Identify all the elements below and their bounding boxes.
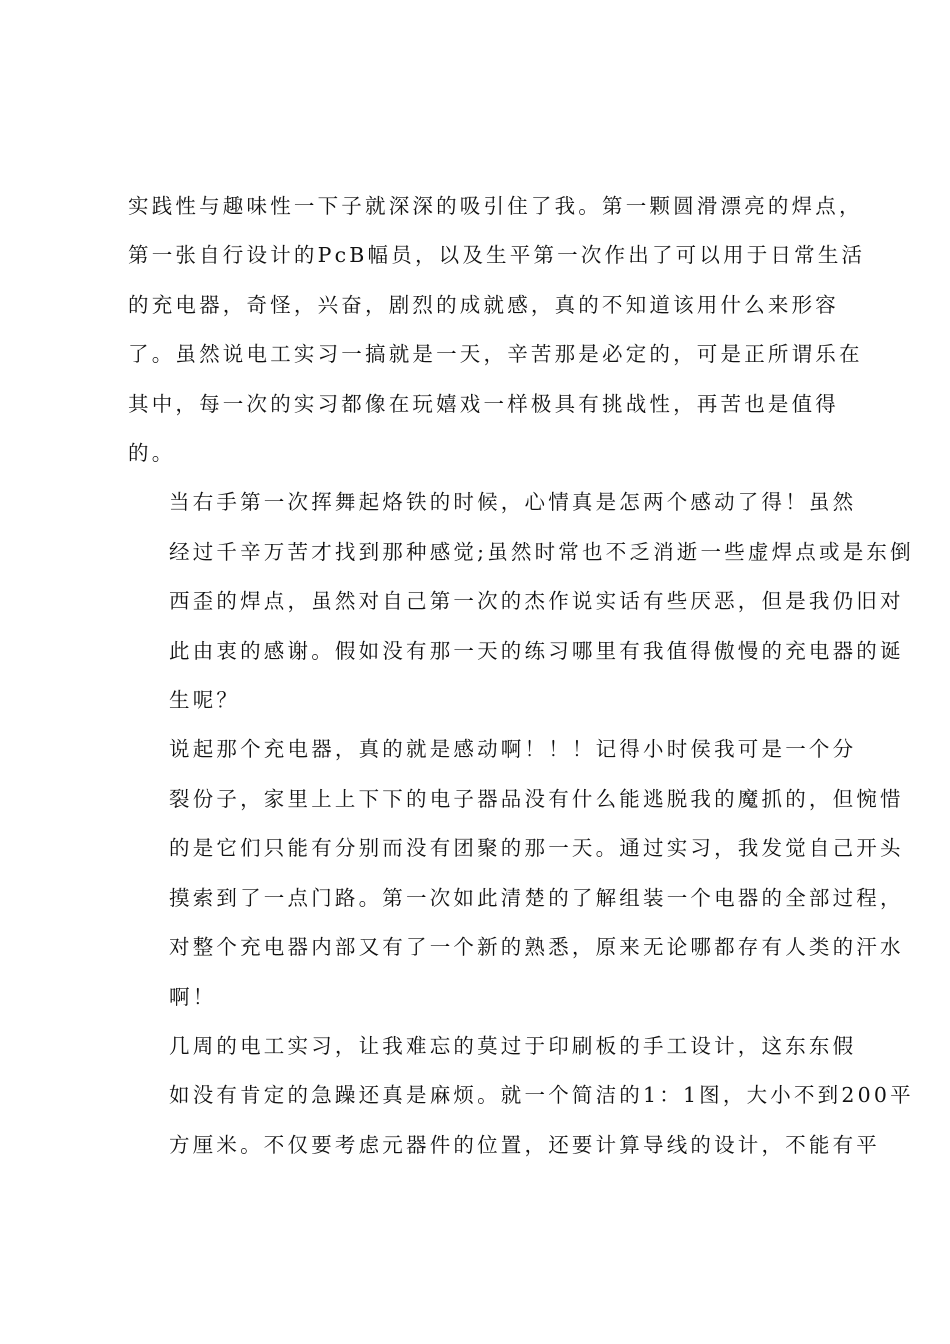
text-line: 如没有肯定的急躁还真是麻烦。就一个简洁的1：1图，大小不到200平 (169, 1083, 914, 1108)
text-line: 第一张自行设计的PcB幅员，以及生平第一次作出了可以用于日常生活 (128, 243, 866, 268)
text-line: 了。虽然说电工实习一搞就是一天，辛苦那是必定的，可是正所谓乐在 (128, 342, 863, 367)
text-line: 当右手第一次挥舞起烙铁的时候，心情真是怎两个感动了得！虽然 (169, 490, 857, 515)
text-line: 裂份子，家里上上下下的电子器品没有什么能逃脱我的魔抓的，但惋惜 (169, 786, 904, 811)
text-line: 对整个充电器内部又有了一个新的熟悉，原来无论哪都存有人类的汗水 (169, 935, 904, 960)
text-line: 几周的电工实习，让我难忘的莫过于印刷板的手工设计，这东东假 (169, 1033, 857, 1058)
text-line: 实践性与趣味性一下子就深深的吸引住了我。第一颗圆滑漂亮的焊点， (128, 194, 863, 218)
text-line: 经过千辛万苦才找到那种感觉;虽然时常也不乏消逝一些虚焊点或是东倒 (169, 539, 914, 564)
text-line: 的是它们只能有分别而没有团聚的那一天。通过实习，我发觉自己开头 (169, 836, 904, 861)
text-line: 说起那个充电器，真的就是感动啊！！！记得小时侯我可是一个分 (169, 737, 857, 762)
text-line: 西歪的焊点，虽然对自己第一次的杰作说实话有些厌恶，但是我仍旧对 (169, 589, 904, 614)
text-line: 此由衷的感谢。假如没有那一天的练习哪里有我值得傲慢的充电器的诞 (169, 638, 904, 663)
text-line: 的充电器，奇怪，兴奋，剧烈的成就感，真的不知道该用什么来形容 (128, 292, 839, 317)
text-line: 啊！ (169, 984, 217, 1009)
document-body (128, 182, 914, 1170)
paragraph (128, 725, 904, 1021)
text-line: 摸索到了一点门路。第一次如此清楚的了解组装一个电器的全部过程， (169, 885, 904, 910)
text-line: 生呢？ (169, 688, 241, 713)
paragraph (128, 1022, 914, 1170)
text-line: 其中，每一次的实习都像在玩嬉戏一样极具有挑战性，再苦也是值得 (128, 391, 839, 416)
paragraph (128, 182, 866, 478)
text-line: 的。 (128, 441, 176, 466)
text-line: 方厘米。不仅要考虑元器件的位置，还要计算导线的设计，不能有平 (169, 1132, 880, 1157)
paragraph (128, 478, 914, 725)
